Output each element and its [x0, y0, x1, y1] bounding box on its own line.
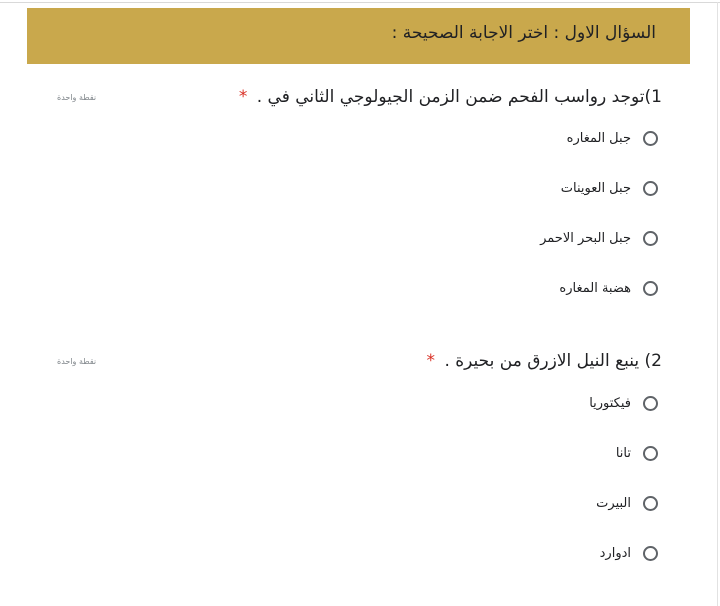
radio-unchecked-icon[interactable]: [643, 546, 658, 561]
question-1-header: [27, 84, 690, 110]
option-label: البيرت: [596, 495, 631, 511]
question-1-options: [27, 113, 690, 313]
question-2-option-4[interactable]: [27, 528, 658, 578]
question-1: [27, 84, 690, 313]
radio-unchecked-icon[interactable]: [643, 181, 658, 196]
radio-unchecked-icon[interactable]: [643, 231, 658, 246]
option-label: جبل المغاره: [566, 130, 631, 146]
question-2-title: [427, 351, 662, 371]
option-label: فيكتوريا: [589, 395, 631, 411]
required-mark: *: [426, 351, 436, 371]
question-1-option-1[interactable]: [27, 113, 658, 163]
radio-unchecked-icon[interactable]: [643, 446, 658, 461]
question-2-option-2[interactable]: [27, 428, 658, 478]
top-divider: [0, 2, 720, 3]
question-2-option-1[interactable]: [27, 378, 658, 428]
radio-unchecked-icon[interactable]: [643, 396, 658, 411]
radio-unchecked-icon[interactable]: [643, 281, 658, 296]
option-label: تانا: [615, 445, 631, 461]
required-mark: *: [238, 87, 248, 107]
option-label: هضبة المغاره: [559, 280, 631, 296]
radio-unchecked-icon[interactable]: [643, 496, 658, 511]
question-1-option-4[interactable]: [27, 263, 658, 313]
question-2-text: 2) ينبع النيل الازرق من بحيرة .: [444, 351, 662, 371]
question-1-text: 1)توجد رواسب الفحم ضمن الزمن الجيولوجي الثاني في .: [256, 87, 662, 107]
radio-unchecked-icon[interactable]: [643, 131, 658, 146]
option-label: جبل العوينات: [560, 180, 631, 196]
option-label: ادوارد: [599, 545, 631, 561]
section-title: السؤال الاول : اختر الاجابة الصحيحة :: [391, 22, 656, 43]
question-2-header: [27, 348, 690, 374]
option-label: جبل البحر الاحمر: [540, 230, 631, 246]
section-header: [27, 8, 690, 64]
question-1-option-3[interactable]: [27, 213, 658, 263]
question-1-title: [239, 87, 662, 107]
question-1-option-2[interactable]: [27, 163, 658, 213]
question-1-points: نقطة واحدة: [57, 92, 97, 102]
question-2-points: نقطة واحدة: [57, 356, 97, 366]
question-2: [27, 348, 690, 578]
right-divider: [717, 2, 718, 606]
question-2-option-3[interactable]: [27, 478, 658, 528]
question-2-options: [27, 378, 690, 578]
